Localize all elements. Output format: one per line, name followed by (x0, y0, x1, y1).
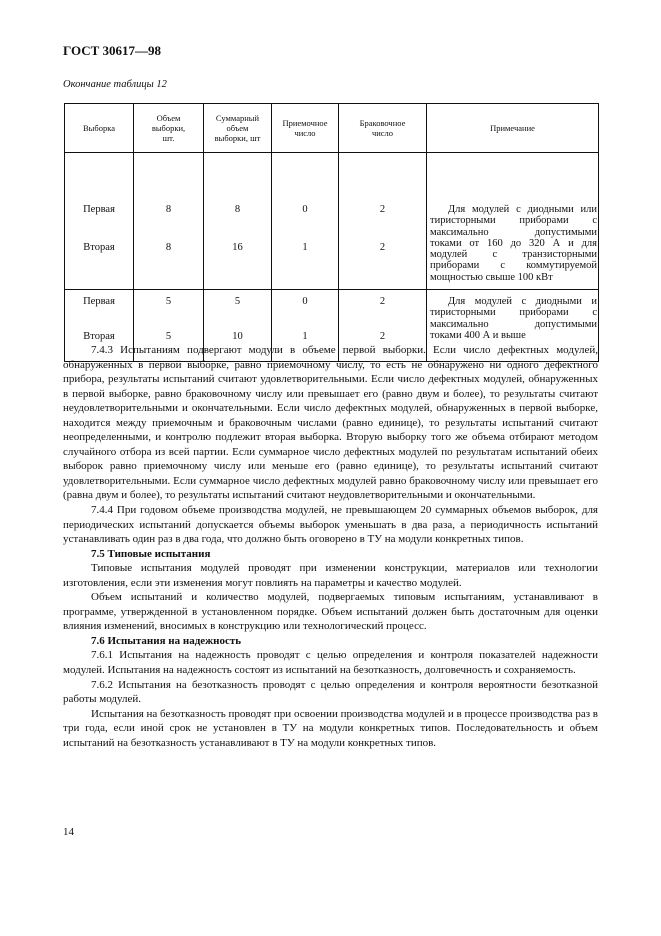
paragraph: Испытания на безотказность проводят при освоении производства модулей и в процессе производства раз в три года, если иной срок не установлен в ТУ на модули конкретных типов. Последовательность и объем испытаний на безотказность устанавливают в ТУ на модули конкретных типов. (63, 707, 598, 749)
table-cell: 8 (165, 204, 172, 215)
table-cell: 2 (379, 296, 386, 308)
table-cell: 8 (165, 242, 172, 253)
table-cell: 2 (379, 204, 386, 215)
table-cell: 5 (165, 296, 172, 308)
cell-reject (339, 153, 427, 290)
table-cell: 2 (379, 331, 386, 343)
document-header: ГОСТ 30617—98 (63, 43, 162, 58)
body-text (63, 343, 598, 750)
section-heading-7-6: 7.6 Испытания на надежность (91, 634, 242, 647)
note-line: максимально допустимыми (430, 226, 597, 238)
page-number: 14 (63, 826, 74, 838)
table-header-row (65, 104, 599, 153)
col-header-volume: Объем выборки, шт. (134, 104, 204, 153)
col-header-reject: Браковочное число (339, 104, 427, 153)
paragraph: Типовые испытания модулей проводят при изменении конструкции, материалов или технологии изготовления, если эти изменения могут повлиять на параметры и качество модулей. (63, 562, 598, 589)
cell-total (204, 153, 272, 290)
cell-accept (272, 153, 339, 290)
sampling-table (64, 103, 599, 362)
note-line: токами от 160 до 320 А и для (430, 237, 597, 249)
table-cell: 5 (165, 331, 172, 343)
table-cell: 16 (232, 242, 243, 253)
paragraph: Объем испытаний и количество модулей, подвергаемых типовым испытаниям, устанавливают в программе, утвержденной в установленном порядке. Объем испытаний должен быть достаточным для оценки влияния изменений, вносимых в конструкцию или технологический процесс. (63, 591, 598, 633)
table-group-1 (65, 153, 599, 290)
table-cell: 0 (302, 296, 308, 308)
table-cell: Вторая (83, 242, 115, 253)
paragraph-7-4-3: 7.4.3 Испытаниям подвергают модули в объеме первой выборки. Если число дефектных модулей, обнаруженных в первой выборке, равно приемочному числу, то есть не обнаружено ни одного дефектного прибора, результаты испытаний считают удовлетворительными. Если число дефектных модулей, обнаруженных в первой выборке, равно браковочному числу или превышает его (равно двум и более), то результаты считают неудовлетворительными и окончательными. Если число дефектных модулей, обнаруженных в первой выборке, находится между приемочным и браковочным числами (равно единице), то результаты испытаний считают неопределенными, и контролю подлежит вторая выборка. Вторую выборку того же объема отбирают методом случайного отбора из всей партии. Если суммарное число дефектных модулей по результатам испытаний обеих выборок равно приемочному числу или меньше его (равно единице), то результаты испытаний считают удовлетворительными. Если суммарное число дефектных модулей равно браковочному числу или превышает его (равна двум и более), то результаты испытаний считают неудовлетворительными и окончательными. (63, 344, 598, 502)
col-header-note: Примечание (427, 104, 599, 153)
table-cell: 10 (232, 331, 243, 343)
note-line: тиристорными приборами с (430, 307, 597, 319)
section-heading-7-5: 7.5 Типовые испытания (91, 547, 211, 560)
note-line: модулей с транзисторными (430, 249, 597, 261)
paragraph-7-6-2: 7.6.2 Испытания на безотказность проводят с целью определения и контроля вероятности безотказной работы модулей. (63, 678, 598, 706)
table-cell: 1 (302, 331, 308, 343)
note-line: мощностью свыше 100 кВт (430, 271, 553, 283)
note-line: приборами с коммутируемой (430, 260, 597, 272)
col-header-accept: Приемочное число (272, 104, 339, 153)
col-header-total: Суммарный объем выборки, шт (204, 104, 272, 153)
cell-sample (65, 153, 134, 290)
table-cell: 8 (234, 204, 241, 215)
table-cell: 5 (234, 296, 241, 308)
table-cell: Первая (83, 204, 115, 215)
note-line: максимально допустимыми (430, 318, 597, 330)
table-caption: Окончание таблицы 12 (63, 79, 167, 90)
table-cell: 2 (379, 242, 386, 253)
table-cell: 1 (302, 242, 308, 253)
cell-note (427, 153, 599, 290)
table-cell: Вторая (83, 331, 115, 343)
table-cell: 0 (302, 204, 308, 215)
table-cell: Первая (83, 296, 115, 308)
paragraph-7-6-1: 7.6.1 Испытания на надежность проводят с целью определения и контроля показателей надежности модулей. Испытания на надежность состоят из испытаний на безотказность, долговечность и сохраняемость. (63, 649, 598, 677)
col-header-sample: Выборка (65, 104, 134, 153)
note-line: токами 400 А и выше (430, 329, 526, 341)
note-line: Для модулей с диодными и (448, 296, 597, 308)
cell-volume (134, 153, 204, 290)
paragraph-7-4-4: 7.4.4 При годовом объеме производства модулей, не превышающем 20 суммарных объемов выборок, для периодических испытаний допускается объемы выборок уменьшать в два раза, а периодичность испытаний устанавливать один раз в два года, что должно быть оговорено в ТУ на модули конкретных типов. (63, 504, 598, 546)
note-line: Для модулей с диодными или (448, 204, 597, 215)
note-line: тиристорными приборами с (430, 215, 597, 227)
